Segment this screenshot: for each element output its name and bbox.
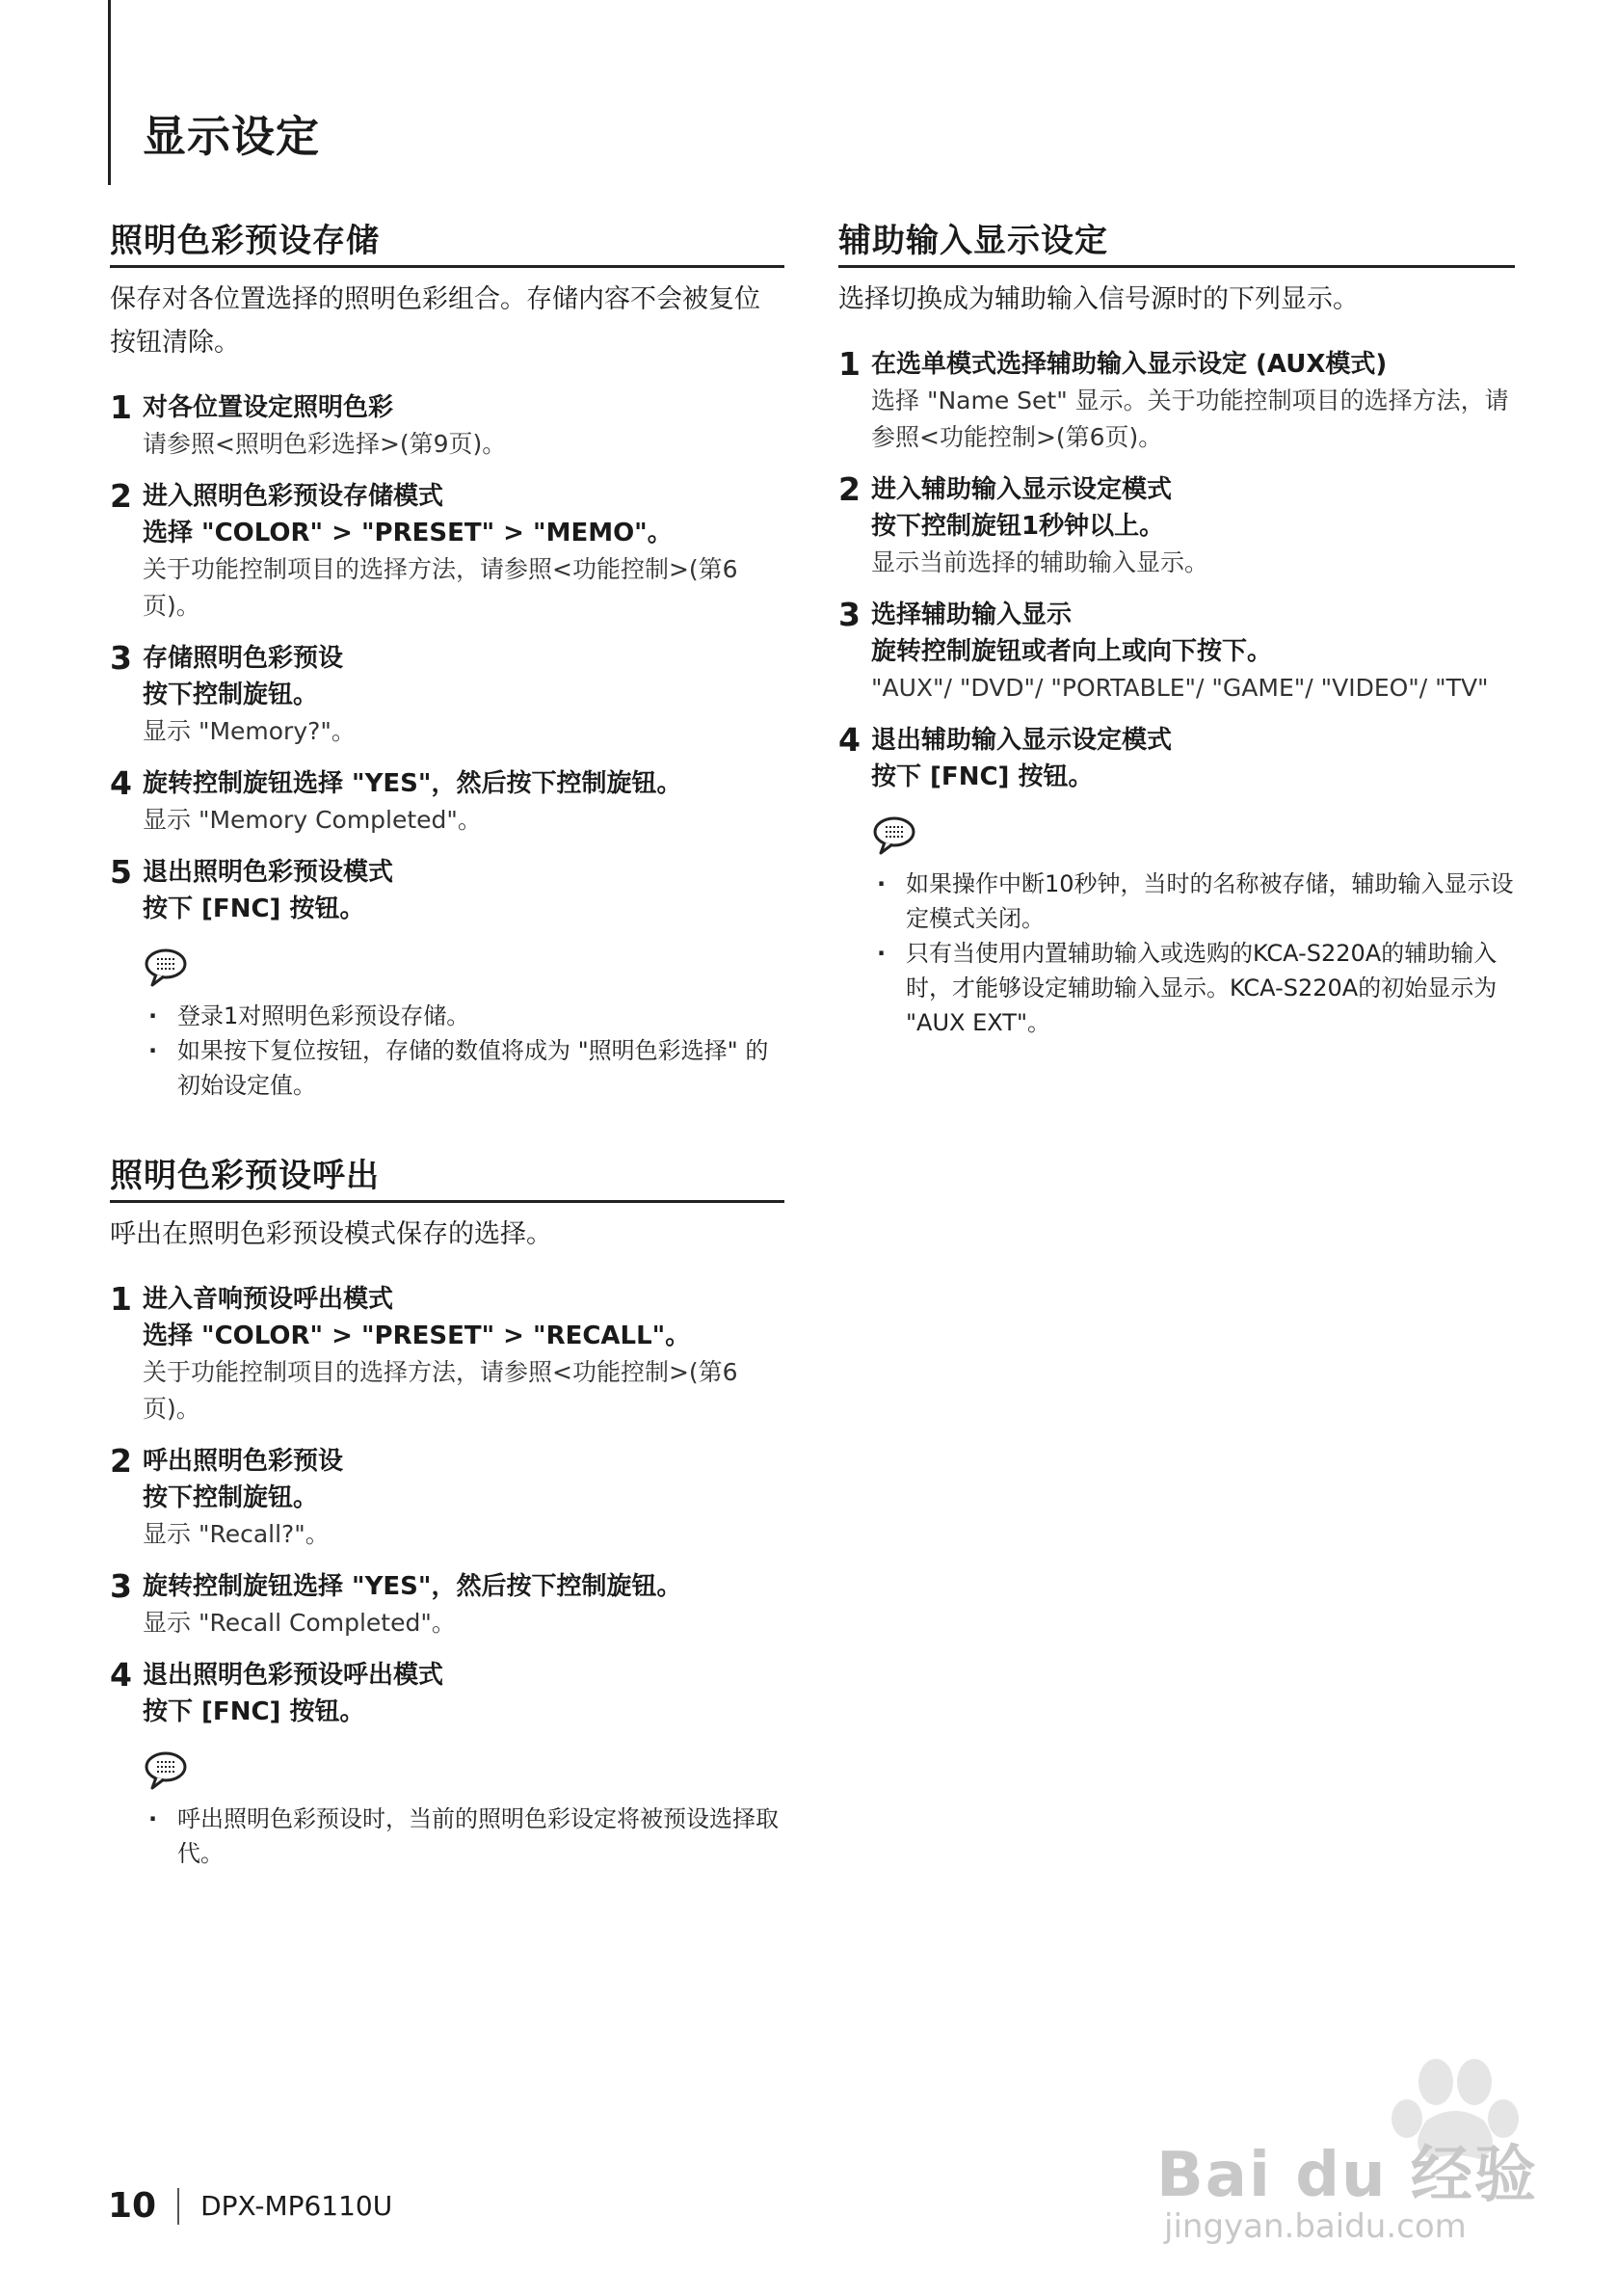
note-speech-bubble-icon: [143, 1749, 193, 1792]
step-action: 选择 "COLOR" > "PRESET" > "MEMO"。: [143, 519, 673, 547]
step-action: 按下 [FNC] 按钮。: [871, 762, 1094, 791]
step-item: [110, 854, 784, 927]
step-description: 显示当前选择的辅助输入显示。: [871, 548, 1209, 576]
step-item: [838, 346, 1515, 456]
step-item: [110, 1281, 784, 1428]
step-number: 3: [838, 596, 861, 633]
step-item: [110, 1443, 784, 1553]
note-item: · 登录1对照明色彩预设存储。: [143, 999, 784, 1033]
step-description: 显示 "Memory?"。: [143, 717, 356, 745]
step-number: 2: [110, 477, 132, 515]
step-number: 5: [110, 853, 132, 891]
watermark-brand: Bai du 经验: [1156, 2140, 1538, 2211]
model-name: DPX-MP6110U: [200, 2190, 393, 2222]
note-item: · 只有当使用内置辅助输入或选购的KCA-S220A的辅助输入时，才能够设定辅助输入显示。KCA-S220A的初始显示为 "AUX EXT"。: [871, 936, 1515, 1040]
step-action: 旋转控制旋钮或者向上或向下按下。: [871, 637, 1273, 666]
step-number: 4: [838, 721, 861, 759]
step-item: [110, 389, 784, 463]
step-description: 显示 "Recall Completed"。: [143, 1609, 456, 1637]
step-description: "AUX"/ "DVD"/ "PORTABLE"/ "GAME"/ "VIDEO"/ "TV": [871, 674, 1489, 702]
step-number: 1: [110, 388, 132, 426]
step-item: [110, 765, 784, 839]
step-item: [110, 478, 784, 625]
notes-list: [871, 867, 1515, 1040]
note-item: · 如果操作中断10秒钟，当时的名称被存储，辅助输入显示设定模式关闭。: [871, 867, 1515, 936]
section-title-color-preset-memory: 照明色彩预设存储: [110, 214, 784, 268]
step-item: [110, 1568, 784, 1642]
step-description: 请参照<照明色彩选择>(第9页)。: [143, 430, 507, 458]
page-footer: [108, 2186, 392, 2226]
step-description: 关于功能控制项目的选择方法，请参照<功能控制>(第6页)。: [143, 555, 738, 620]
step-number: 1: [110, 1280, 132, 1318]
step-title: 进入辅助输入显示设定模式: [871, 475, 1173, 504]
step-title: 选择辅助输入显示: [871, 601, 1073, 629]
step-number: 2: [838, 470, 861, 508]
step-title: 旋转控制旋钮选择 "YES"，然后按下控制旋钮。: [143, 769, 682, 798]
note-speech-bubble-icon: [143, 947, 193, 989]
step-item: [838, 722, 1515, 795]
right-column: [838, 214, 1515, 1040]
note-item: · 呼出照明色彩预设时，当前的照明色彩设定将被预设选择取代。: [143, 1802, 784, 1871]
section-intro: 呼出在照明色彩预设模式保存的选择。: [110, 1219, 552, 1249]
notes-list: [143, 1802, 784, 1871]
step-description: 显示 "Recall?"。: [143, 1520, 330, 1548]
note-speech-bubble-icon: [871, 814, 921, 857]
step-title: 退出照明色彩预设模式: [143, 858, 394, 887]
section-intro: 选择切换成为辅助输入信号源时的下列显示。: [838, 284, 1359, 314]
step-item: [838, 597, 1515, 707]
section-title-aux-display: 辅助输入显示设定: [838, 214, 1515, 268]
step-title: 对各位置设定照明色彩: [143, 393, 394, 422]
step-title: 旋转控制旋钮选择 "YES"，然后按下控制旋钮。: [143, 1572, 682, 1601]
notes-list: [143, 999, 784, 1103]
step-action: 按下控制旋钮。: [143, 1483, 319, 1512]
step-description: 选择 "Name Set" 显示。关于功能控制项目的选择方法，请参照<功能控制>(第6页)。: [871, 387, 1509, 451]
page-title: 显示设定: [143, 111, 321, 162]
step-item: [110, 1657, 784, 1730]
step-item: [110, 640, 784, 750]
step-title: 进入照明色彩预设存储模式: [143, 482, 444, 511]
section-intro: 保存对各位置选择的照明色彩组合。存储内容不会被复位按钮清除。: [110, 284, 760, 358]
section-title-color-preset-recall: 照明色彩预设呼出: [110, 1149, 784, 1203]
step-action: 按下 [FNC] 按钮。: [143, 894, 365, 923]
watermark-url: jingyan.baidu.com: [1164, 2207, 1467, 2246]
step-number: 2: [110, 1442, 132, 1480]
left-column: [110, 214, 784, 1871]
step-action: 选择 "COLOR" > "PRESET" > "RECALL"。: [143, 1322, 691, 1350]
step-action: 按下 [FNC] 按钮。: [143, 1697, 365, 1726]
step-title: 呼出照明色彩预设: [143, 1447, 344, 1476]
step-number: 1: [838, 345, 861, 383]
step-number: 3: [110, 1567, 132, 1605]
step-action: 按下控制旋钮1秒钟以上。: [871, 512, 1165, 541]
step-description: 显示 "Memory Completed"。: [143, 806, 482, 834]
step-description: 关于功能控制项目的选择方法，请参照<功能控制>(第6页)。: [143, 1358, 738, 1423]
note-item: · 如果按下复位按钮，存储的数值将成为 "照明色彩选择" 的初始设定值。: [143, 1033, 784, 1103]
step-title: 进入音响预设呼出模式: [143, 1285, 394, 1314]
step-number: 4: [110, 764, 132, 802]
step-title: 退出照明色彩预设呼出模式: [143, 1661, 444, 1690]
step-action: 按下控制旋钮。: [143, 681, 319, 709]
step-number: 4: [110, 1656, 132, 1694]
step-number: 3: [110, 639, 132, 677]
step-title: 存储照明色彩预设: [143, 644, 344, 673]
step-title: 退出辅助输入显示设定模式: [871, 726, 1173, 755]
header-rule: [108, 0, 111, 185]
step-title: 在选单模式选择辅助输入显示设定 (AUX模式): [871, 350, 1388, 379]
footer-divider: [177, 2188, 179, 2225]
step-item: [838, 471, 1515, 581]
page-number: 10: [108, 2186, 157, 2226]
